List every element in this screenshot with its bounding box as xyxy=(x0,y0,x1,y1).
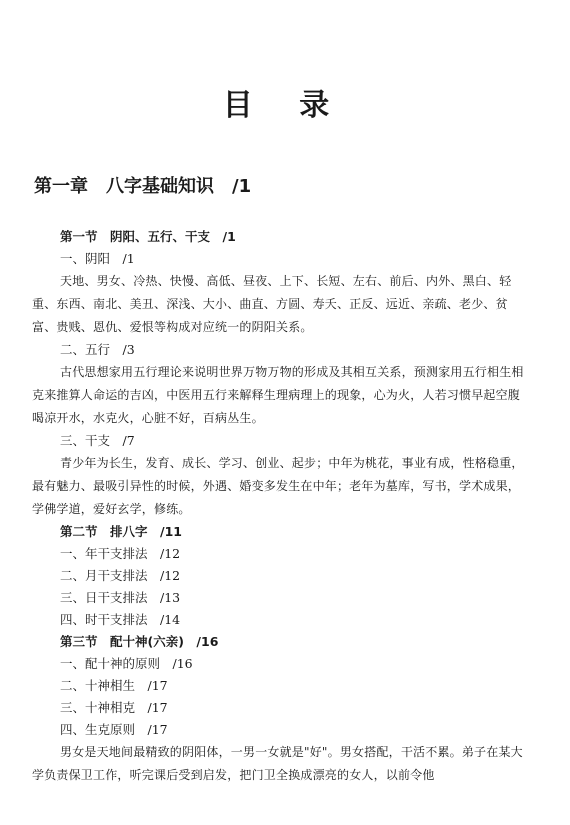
body-paragraph: 天地、男女、冷热、快慢、高低、昼夜、上下、长短、左右、前后、内外、黑白、轻重、东西、南北、美丑、深浅、大小、曲直、方圆、寿夭、正反、远近、亲疏、老少、贫富、贵贱、恩仇、爱恨等构成对应统一的阴阳关系。 xyxy=(32,274,512,334)
toc-item-entry: 三、十神相克 /17 xyxy=(60,700,168,715)
toc-item-entry: 四、时干支排法 /14 xyxy=(60,612,181,627)
toc-section-entry: 第二节 排八字 /11 xyxy=(60,524,182,539)
toc-item-entry: 四、生克原则 /17 xyxy=(60,722,168,737)
body-paragraph: 男女是天地间最精致的阴阳体，一男一女就是"好"。男女搭配，干活不累。弟子在某大学负责保卫工作，听完课后受到启发，把门卫全换成漂亮的女人，以前令他 xyxy=(32,745,523,782)
toc-item-entry: 一、年干支排法 /12 xyxy=(60,546,181,561)
body-paragraph: 古代思想家用五行理论来说明世界万物万物的形成及其相互关系，预测家用五行相生相克来推算人命运的吉凶，中医用五行来解释生理病理上的现象，心为火，人若习惯早起空腹喝凉开水，水克火，心脏不好，百病丛生。 xyxy=(32,365,524,425)
table-of-contents xyxy=(32,226,530,787)
toc-item-entry: 三、干支 /7 xyxy=(60,433,135,448)
toc-item-entry: 二、十神相生 /17 xyxy=(60,678,168,693)
chapter-heading: 第一章 八字基础知识 /1 xyxy=(34,176,252,197)
toc-section-entry: 第一节 阴阳、五行、干支 /1 xyxy=(60,229,236,244)
body-paragraph: 青少年为长生，发育、成长、学习、创业、起步；中年为桃花，事业有成，性格稳重，最有魅力、最吸引异性的时候，外遇、婚变多发生在中年；老年为墓库，写书，学术成果，学佛学道，爱好玄学，修练。 xyxy=(32,456,524,516)
toc-item-entry: 二、五行 /3 xyxy=(60,342,135,357)
toc-item-entry: 一、阴阳 /1 xyxy=(60,251,135,266)
toc-section-entry: 第三节 配十神(六亲) /16 xyxy=(60,634,219,649)
toc-item-entry: 三、日干支排法 /13 xyxy=(60,590,181,605)
toc-item-entry: 一、配十神的原则 /16 xyxy=(60,656,193,671)
toc-item-entry: 二、月干支排法 /12 xyxy=(60,568,181,583)
page-title: 目 录 xyxy=(222,88,348,123)
